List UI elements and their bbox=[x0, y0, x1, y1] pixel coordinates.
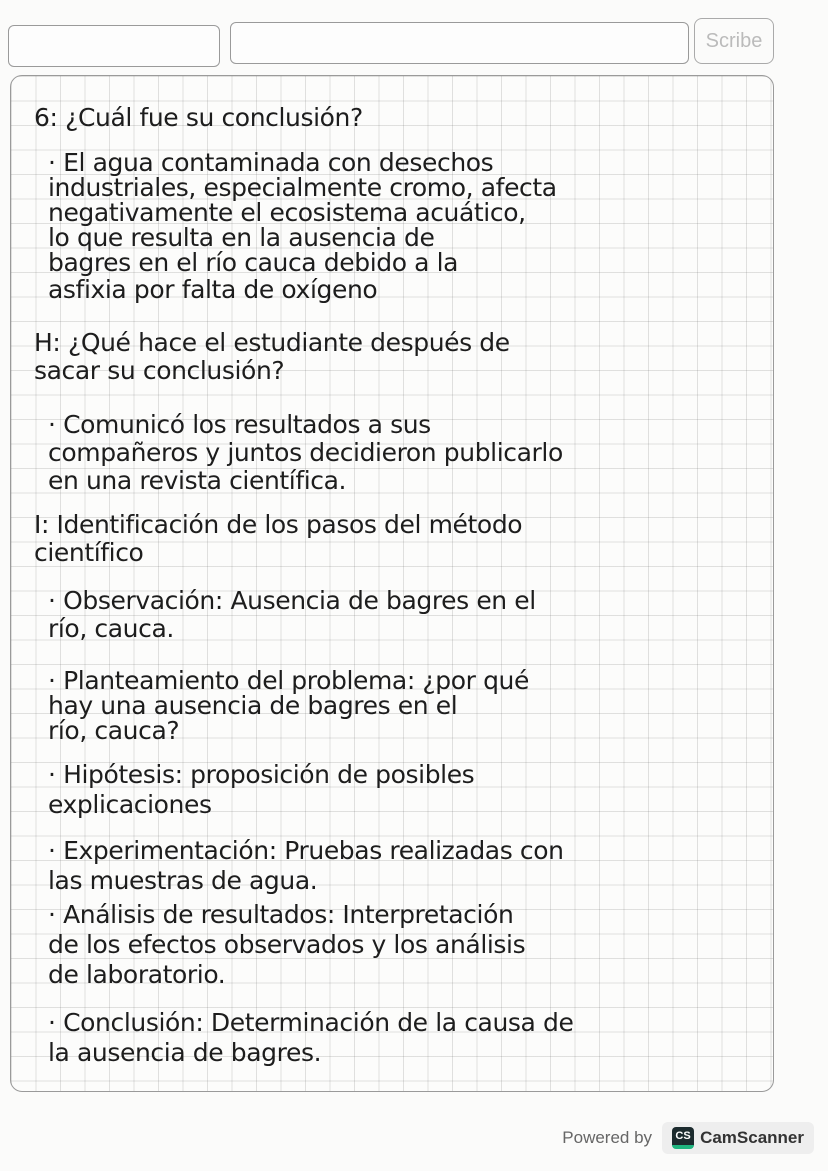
answer-line: la ausencia de bagres. bbox=[48, 1038, 322, 1067]
answer-line: industriales, especialmente cromo, afecta bbox=[48, 173, 557, 202]
answer-line: lo que resulta en la ausencia de bbox=[48, 223, 435, 252]
answer-line: · Análisis de resultados: Interpretación bbox=[48, 900, 514, 929]
answer-line: · Comunicó los resultados a sus bbox=[48, 410, 431, 439]
question-line: sacar su conclusión? bbox=[34, 356, 285, 385]
answer-line: · Conclusión: Determinación de la causa de bbox=[48, 1008, 574, 1037]
answer-line: · Experimentación: Pruebas realizadas con bbox=[48, 836, 564, 865]
answer-line: · Planteamiento del problema: ¿por qué bbox=[48, 666, 529, 695]
answer-line: hay una ausencia de bagres en el bbox=[48, 691, 458, 720]
answer-line: · Observación: Ausencia de bagres en el bbox=[48, 586, 536, 615]
answer-line: asfixia por falta de oxígeno bbox=[48, 275, 378, 304]
answer-line: bagres en el río cauca debido a la bbox=[48, 248, 459, 277]
answer-line: de laboratorio. bbox=[48, 960, 226, 989]
question-line: I: Identificación de los pasos del método bbox=[34, 510, 523, 539]
answer-line: · El agua contaminada con desechos bbox=[48, 148, 494, 177]
answer-line: en una revista científica. bbox=[48, 466, 347, 495]
answer-line: río, cauca. bbox=[48, 614, 174, 643]
question-line: científico bbox=[34, 538, 144, 567]
answer-line: río, cauca? bbox=[48, 716, 180, 745]
answer-line: de los efectos observados y los análisis bbox=[48, 930, 526, 959]
header-field-left bbox=[8, 25, 220, 67]
answer-line: negativamente el ecosistema acuático, bbox=[48, 198, 526, 227]
camscanner-footer bbox=[562, 1122, 814, 1154]
camscanner-badge[interactable] bbox=[662, 1122, 814, 1154]
header-field-right bbox=[230, 22, 689, 64]
notebook-brand-logo: Scribe bbox=[694, 18, 774, 64]
powered-by-text: Powered by bbox=[562, 1128, 653, 1147]
question-line: H: ¿Qué hace el estudiante después de bbox=[34, 328, 510, 357]
camscanner-logo-icon: CS bbox=[672, 1127, 694, 1149]
answer-line: explicaciones bbox=[48, 790, 212, 819]
question-line: 6: ¿Cuál fue su conclusión? bbox=[34, 103, 363, 132]
answer-line: · Hipótesis: proposición de posibles bbox=[48, 760, 475, 789]
answer-line: las muestras de agua. bbox=[48, 866, 318, 895]
answer-line: compañeros y juntos decidieron publicarlo bbox=[48, 438, 563, 467]
camscanner-name: CamScanner bbox=[700, 1128, 804, 1147]
